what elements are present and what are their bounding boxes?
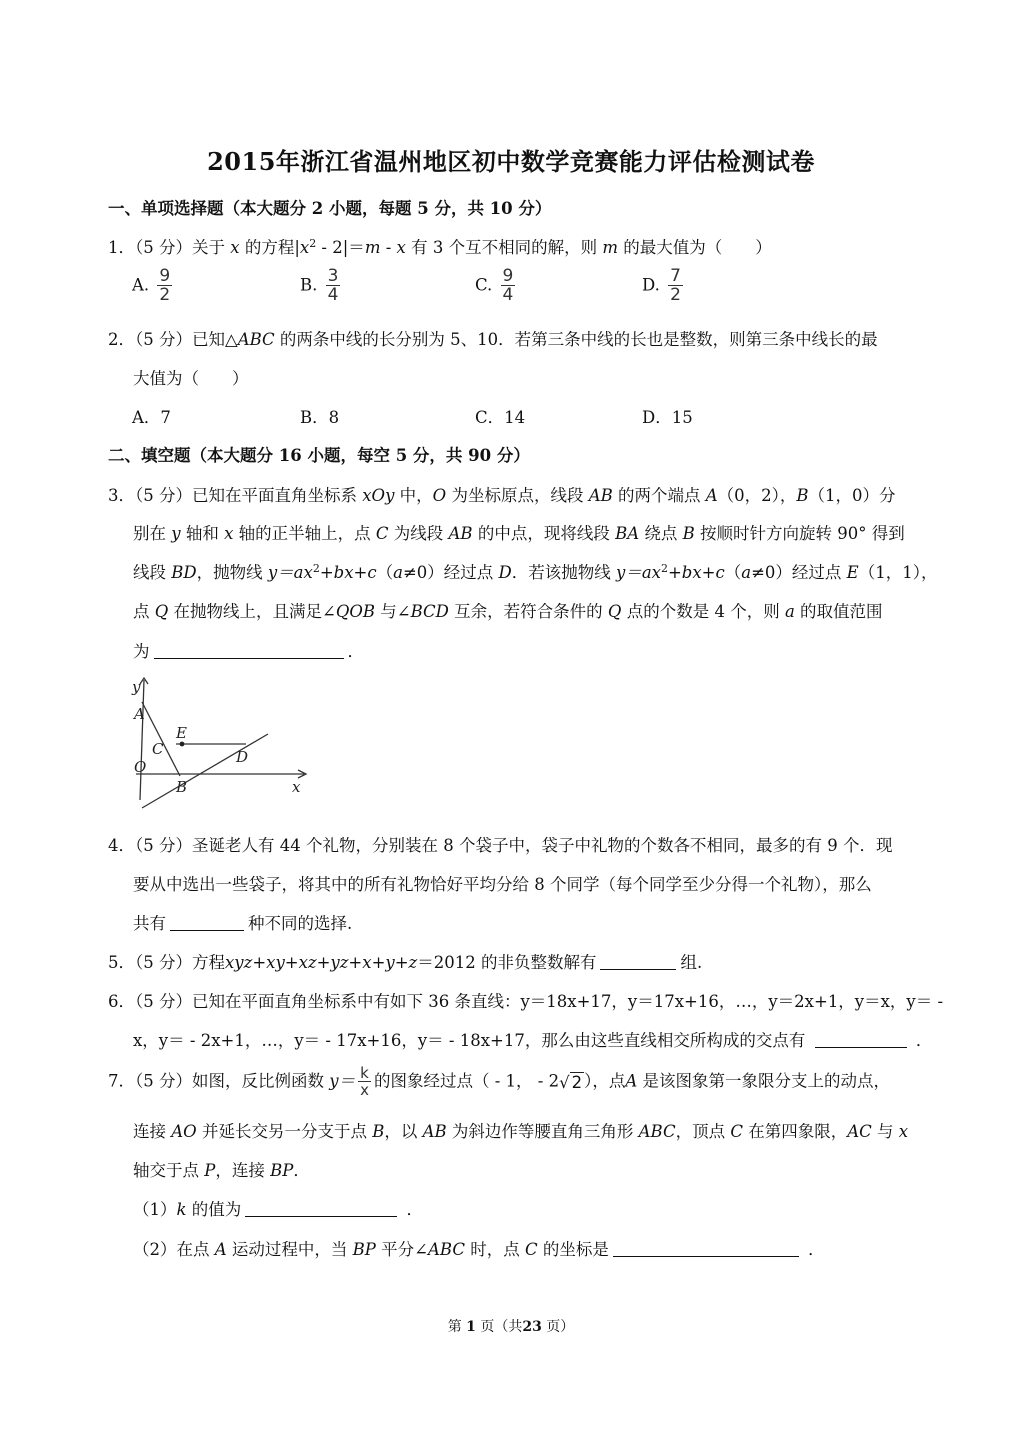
section-heading-choice: 一、单项选择题（本大题分 2 小题，每题 5 分，共 10 分）	[108, 199, 552, 218]
question-2-cont: 大值为（ ）	[133, 369, 249, 388]
question-1: 1．（5 分）关于 x 的方程$|x^2 - 2|=m - x$ 有 3 个互不相同的解，则 m 的最大值为（ ）	[108, 237, 772, 257]
point-e	[180, 742, 185, 747]
fraction: $\frac{3}{4}$	[327, 266, 339, 305]
q1-option-b[interactable]: B. $\frac{3}{4}$	[300, 266, 339, 305]
question-6-line-2: x，y＝ - 2x+1，…，y＝ - 17x+16，y＝ - 18x+17，那么由这些直线相交所构成的交点有 ．	[133, 1031, 933, 1050]
question-4-line-3: 共有 种不同的选择.	[133, 914, 353, 933]
question-3-line-5: 为 ．	[133, 642, 364, 661]
fraction: $\frac{7}{2}$	[670, 266, 681, 305]
answer-blank[interactable]	[600, 955, 676, 970]
question-4-line-2: 要从中选出一些袋子，将其中的所有礼物恰好平均分给 8 个同学（每个同学至少分得一个礼物），那么	[133, 875, 872, 894]
question-4: 4．（5 分）圣诞老人有 44 个礼物，分别装在 8 个袋子中，袋子中礼物的个数各不相同，最多的有 9 个．现	[108, 836, 893, 855]
q1-option-c[interactable]: C. $\frac{9}{4}$	[475, 266, 514, 305]
label-d: D	[236, 748, 249, 766]
answer-blank[interactable]	[154, 644, 344, 659]
question-7-part-2: （2）在点 A 运动过程中，当 BP 平分∠ABC 时，点 C 的坐标是 ．	[133, 1240, 825, 1259]
label-x: x	[292, 778, 301, 796]
answer-blank[interactable]	[815, 1033, 907, 1048]
question-2: 2．（5 分）已知△ABC 的两条中线的长分别为 5、10．若第三条中线的长也是整数，则第三条中线长的最	[108, 330, 878, 349]
q2-option-c[interactable]: C．14	[475, 408, 526, 427]
question-6: 6．（5 分）已知在平面直角坐标系中有如下 36 条直线：y＝18x+17，y＝17x+16，…，y＝2x+1，y＝x，y＝ -	[108, 992, 944, 1011]
label-b: B	[176, 778, 188, 796]
question-3-line-4: 点 Q 在抛物线上，且满足∠QOB 与∠BCD 互余，若符合条件的 Q 点的个数是 4 个，则 a 的取值范围	[133, 602, 883, 621]
label-c: C	[152, 740, 164, 758]
q2-option-d[interactable]: D．15	[642, 408, 693, 427]
question-5: 5．（5 分）方程xyz+xy+xz+yz+x+y+z＝2012 的非负整数解有 组.	[108, 953, 703, 972]
segment-ab	[142, 702, 180, 776]
q2-option-b[interactable]: B．8	[300, 408, 340, 427]
q1-option-d[interactable]: D. $\frac{7}{2}$	[642, 266, 681, 305]
question-3-line-3: 线段 BD，抛物线 $y=ax^2+bx+c(a\ne 0)$经过点 D．若该抛物线 $y=ax^2+bx+c(a\ne 0)$经过点 E（1，1），	[133, 562, 938, 582]
section-heading-fill: 二、填空题（本大题分 16 小题，每空 5 分，共 90 分）	[108, 446, 530, 465]
q1-option-a[interactable]: A. $\frac{9}{2}$	[132, 266, 171, 305]
label-e: E	[176, 724, 187, 742]
question-7: 7．（5 分）如图，反比例函数 y＝ $\frac{k}{x}$ 的图象经过点（ - 1， - 2√ 2 ），点A 是该图象第一象限分支上的动点，	[108, 1064, 891, 1099]
question-3-line-2: 别在 y 轴和 x 轴的正半轴上，点 C 为线段 AB 的中点，现将线段 BA 绕点 B 按顺时针方向旋转 90° 得到	[133, 524, 905, 543]
question-7-line-3: 轴交于点 P，连接 BP．	[133, 1161, 310, 1180]
question-7-part-1: （1）k 的值为 ．	[133, 1200, 423, 1219]
sqrt-symbol: √ 2	[559, 1072, 583, 1092]
label-y: y	[132, 678, 141, 696]
coordinate-figure	[128, 672, 318, 812]
y-axis	[140, 680, 144, 800]
page-footer: 第 1 页（共23 页）	[447, 1319, 575, 1335]
label-o: O	[134, 758, 147, 776]
page-title: 2015年浙江省温州地区初中数学竞赛能力评估检测试卷	[207, 147, 815, 176]
label-a: A	[134, 705, 145, 723]
fraction: $\frac{9}{2}$	[159, 266, 171, 305]
fraction-k-over-x: $\frac{k}{x}$	[360, 1064, 369, 1099]
question-7-line-2: 连接 AO 并延长交另一分支于点 B，以 AB 为斜边作等腰直角三角形 ABC，顶点 C 在第四象限，AC 与 x	[133, 1122, 909, 1141]
q2-option-a[interactable]: A．7	[132, 408, 171, 427]
question-3: 3．（5 分）已知在平面直角坐标系 xOy 中，O 为坐标原点，线段 AB 的两个端点 A（0，2），B（1，0）分	[108, 486, 896, 505]
answer-blank[interactable]	[245, 1202, 397, 1217]
fraction: $\frac{9}{4}$	[502, 266, 514, 305]
answer-blank[interactable]	[613, 1242, 799, 1257]
answer-blank[interactable]	[170, 916, 244, 931]
